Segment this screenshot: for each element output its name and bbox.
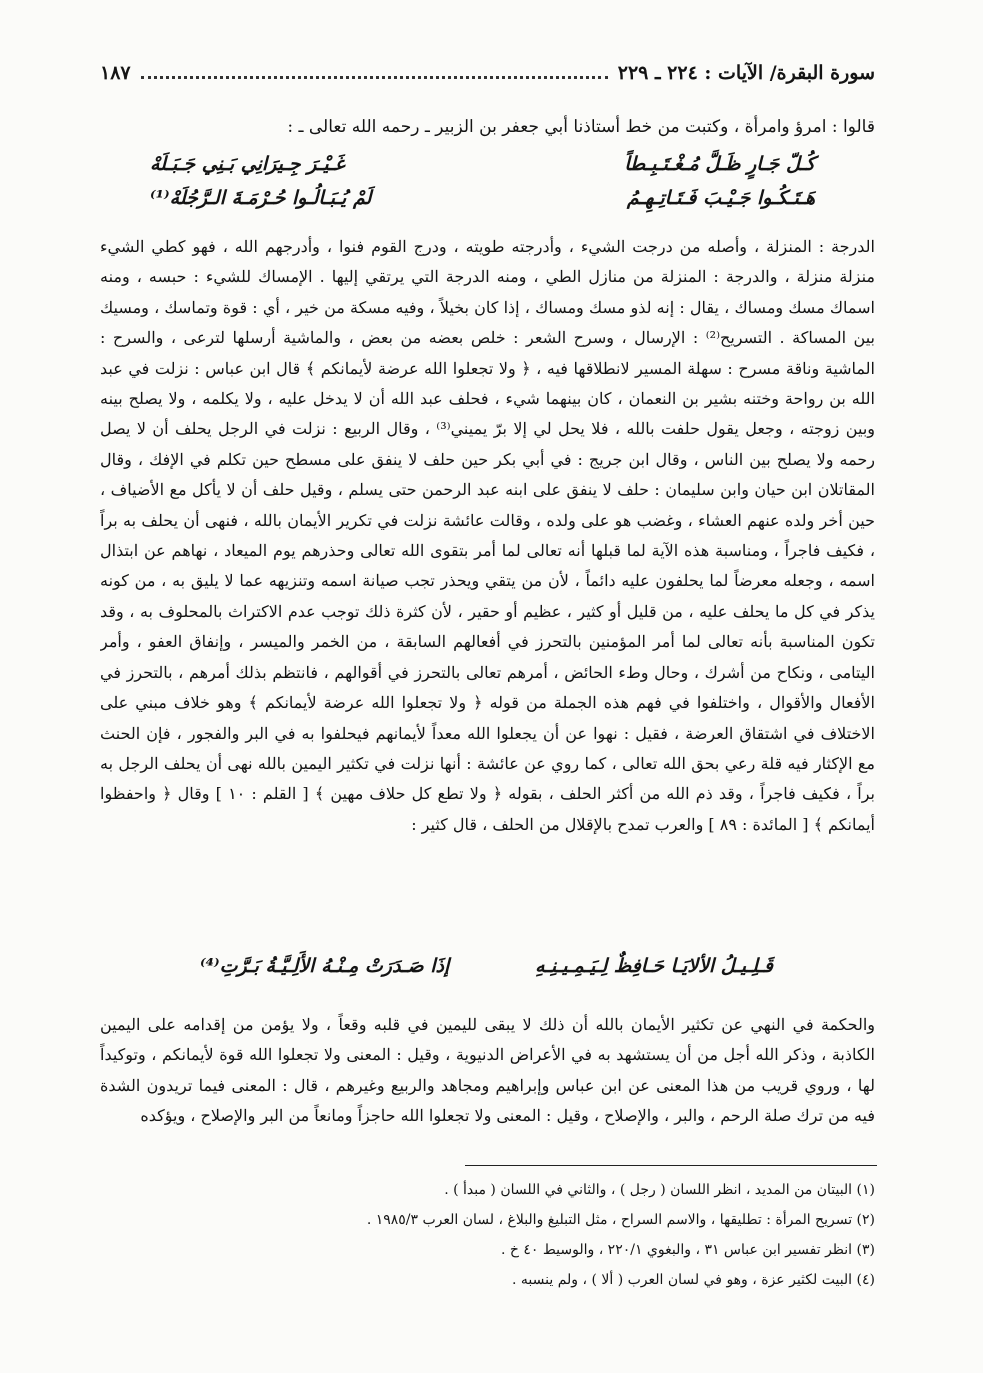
footnote-4: (٤) البيت لكثير عزة ، وهو في لسان العرب ( ألا ) ، ولم ينسبه . — [512, 1272, 875, 1288]
footnote-divider — [465, 1165, 877, 1166]
running-header — [100, 56, 875, 90]
footnotes — [300, 1175, 875, 1295]
poem-verse-1 — [150, 148, 815, 180]
surah-title: سورة البقرة/ الآيات : ٢٢٤ ـ ٢٢٩ — [617, 62, 875, 84]
main-paragraph — [100, 232, 875, 932]
footnote-3: (٣) انظر تفسير ابن عباس ٣١ ، والبغوي ٢٢٠/١ ، والوسيط ٤٠ خ . — [500, 1242, 875, 1258]
footnote-2: (٢) تسريح المرأة : تطليقها ، والاسم السراح ، مثل التبليغ والبلاغ ، لسان العرب ١٩٨٥/٣ . — [366, 1212, 875, 1228]
intro-line: قالوا : امرؤ وامرأة ، وكتبت من خط أستاذنا أبي جعفر بن الزبير ـ رحمه الله تعالى ـ : — [287, 117, 875, 137]
verse-1-first-hemistich: كُـلّ جَـارٍ ظَـلَّ مُـغْـتَـبِـطاً — [624, 153, 815, 175]
poem-verse-kuthayyir — [200, 950, 773, 982]
verse-2-second-hemistich: لَمْ يُـبَـالُـوا حُـرْمَـةَ الـرَّجُلَهْ⁽¹⁾ — [150, 187, 372, 209]
kuthayyir-second-hemistich: إذَا صَـدَرَتْ مِـنْـهُ الأَلِـيَّـةُ بَـرَّتِ⁽⁴⁾ — [200, 955, 450, 977]
second-paragraph — [100, 1010, 875, 1165]
header-dotted-leader — [141, 76, 608, 79]
poem-verse-2 — [150, 182, 815, 214]
verse-2-first-hemistich: هَـتَـكُـوا جَـيْـبَ فَـتَـاتِـهِـمُ — [626, 187, 815, 209]
verse-1-second-hemistich: غَـيْـرَ جِـيرَانِي بَـنِي جَـبَـلَهْ — [150, 153, 345, 175]
footnote-1: (١) البيتان من المديد ، انظر اللسان ( رجل ) ، والثاني في اللسان ( مبدأ ) . — [444, 1182, 875, 1198]
paragraph-text: والحكمة في النهي عن تكثير الأيمان بالله أن ذلك لا يبقى لليمين في قلبه وقعاً ، ولا يؤمن من إقدامه على اليمين الكاذبة ، وذكر الله أجل من أن يستشهد به في الأعراض الدنيوية ، وقيل : المعنى ولا تجعلوا الله قوة لأيمانكم ، وتوكيداً لها ، وروي قريب من هذا المعنى عن ابن عباس وإبراهيم ومجاهد والربيع وغيرهم ، قال : المعنى فيما تريدون الشدة فيه من ترك صلة الرحم ، والبر ، والإصلاح ، وقيل : المعنى ولا تجعلوا الله حاجزاً ومانعاً من البر والإصلاح ، ويؤكده — [100, 1015, 875, 1126]
page-number: ١٨٧ — [100, 62, 131, 84]
paragraph-text: الدرجة : المنزلة ، وأصله من درجت الشيء ، وأدرجته طويته ، ودرج القوم فنوا ، وأدرجهم الله ، فهو كطي الشيء منزلة منزلة ، والدرجة : المنزلة من منازل الطي ، ومنه الدرجة التي يرتقي إليها . الإمساك للشيء : حبسه ، ومنه اسماك مسك ومساك ، يقال : إنه لذو مسك ومساك ، إذا كان بخيلاً ، وفيه مسكة من خير ، أي : قوة وتماسك ، ومسيك بين المساكة . التسريح⁽²⁾ : الإرسال ، وسرح الشعر : خلص بعضه من بعض ، والماشية أرسلها لترعى ، والسرح : الماشية وناقة مسرح : سهلة المسير لانطلاقها فيه ، ﴿ ولا تجعلوا الله عرضة لأيمانكم ﴾ قال ابن عباس : نزلت في عبد الله بن رواحة وختنه بشير بن النعمان ، كان بينهما شيء ، فحلف عبد الله أن لا يدخل عليه ، ولا يكلمه ، ولا يصلح بينه وبين زوجته ، وجعل يقول حلفت بالله ، فلا يحل لي إلا برّ يميني⁽³⁾ ، وقال الربيع : نزلت في الرجل يحلف أن لا يصل رحمه ولا يصلح بين الناس ، وقال ابن جريج : في أبي بكر حين حلف لا ينفق على مسطح حين تكلم في الإفك ، وقال المقاتلان ابن حيان وابن سليمان : حلف لا ينفق على ابنه عبد الرحمن حتى يسلم ، وقيل حلف أن لا يأكل مع الأضياف ، حين أخر ولده عنهم العشاء ، وغضب هو على ولده ، وقالت عائشة نزلت في تكرير الأيمان بالله ، فنهى أن يحلف به براً ، فكيف فاجراً ، ومناسبة هذه الآية لما قبلها أنه تعالى لما أمر بتقوى الله تعالى وحذرهم يوم الميعاد ، نهاهم عن ابتذال اسمه ، وجعله معرضاً لما يحلفون عليه دائماً ، لأن من يتقي ويحذر تجب صيانة اسمه وتنزيهه عما لا يليق به ، من كونه يذكر في كل ما يحلف عليه ، من قليل أو كثير ، عظيم أو حقير ، لأن كثرة ذلك توجب عدم الاكتراث بالمحلوف به ، وقد تكون المناسبة بأنه تعالى لما أمر المؤمنين بالتحرز في أفعالهم السابقة ، من الخمر والميسر ، وإنفاق العفو ، وأمر اليتامى ، ونكاح من أشرك ، وحال وطء الحائض ، أمرهم تعالى بالتحرز في أقوالهم ، فانتظم بذلك أمرهم ، بالتحرز في الأفعال والأقوال ، واختلفوا في فهم هذه الجملة من قوله ﴿ ولا تجعلوا الله عرضة لأيمانكم ﴾ وهو خلاف مبني على الاختلاف في اشتقاق العرضة ، فقيل : نهوا عن أن يجعلوا الله معداً لأيمانهم فيحلفوا به في البر والفجور ، فإن الحنث مع الإكثار فيه قلة رعي بحق الله تعالى ، كما روي عن عائشة : أنها نزلت في تكثير اليمين بالله نهى أن يحلف الرجل به براً ، فكيف فاجراً ، وقد ذم الله من أكثر الحلف ، بقوله ﴿ ولا تطع كل حلاف مهين ﴾ [ القلم : ١٠ ] وقال ﴿ واحفظوا أيمانكم ﴾ [ المائدة : ٨٩ ] والعرب تمدح بالإقلال من الحلف ، قال كثير : — [100, 237, 875, 834]
kuthayyir-first-hemistich: قَـلِـيـلُ الألايَـا حَـافِظٌ لِـيَـمِـيـنِـهِ — [535, 955, 773, 977]
